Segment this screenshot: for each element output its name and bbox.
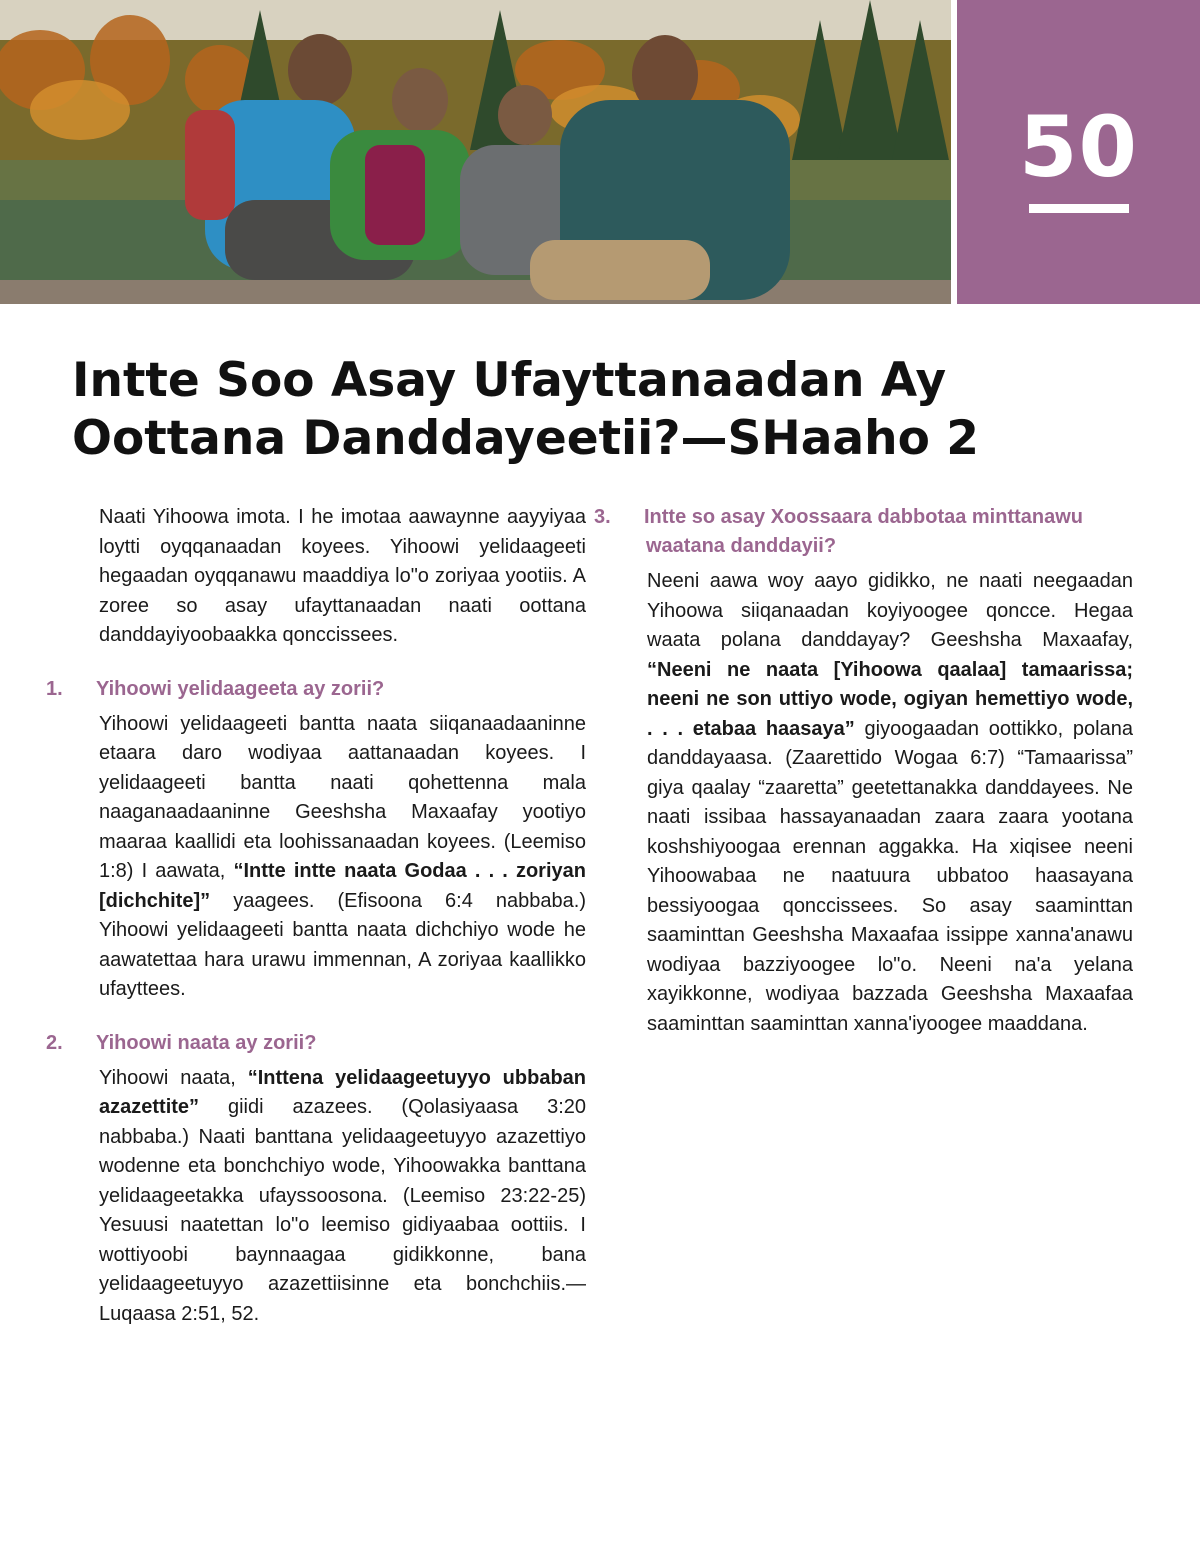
section-3-number: 3. (594, 506, 611, 528)
section-1-text-b: yaagees. (Efisoona 6:4 nabbaba.) Yihoowi yelidaageeti bantta naata dichchiyo wode he aawatettaa hara urawu immennan, A zoriyaa kaallikko ufayttees. (99, 889, 586, 1000)
section-1-paragraph (72, 710, 586, 1005)
section-2-text-b: giidi azazees. (Qolasiyaasa 3:20 nabbaba.) Naati banttana yelidaageetuyyo azazettiyo wodenne eta bonchchiyo wode, Yihoowakka banttana yelidaageetakka ufayssoosona. (Leemiso 23:22-25) Yesuusi naatettan lo"o leemiso gidiyaabaa oottiis. I wottiyoobi baynnaagaa gidikkonne, bana yelidaageetuyyo azazettiisinne eta bonchchiis.—Luqaasa 2:51, 52. (99, 1096, 586, 1325)
right-column (594, 503, 1133, 1039)
family-lake-illustration (0, 0, 951, 304)
section-1-heading (46, 675, 586, 704)
section-2-heading (46, 1029, 586, 1058)
section-2-paragraph (72, 1064, 586, 1330)
section-2-quote: “Inttena yelidaageetuyyo ubbaban azazettite” (99, 1066, 587, 1118)
section-1-text-a: Yihoowi yelidaageeti bantta naata siiqanaadaaninne etaara daro wodiyaa aattanaadan koyees. I yelidaageeti bantta naati qohettenna mala naaganaadaaninne Geeshsha Maxaafay yootiyo maaraa kaallidi eta loohissanaadan koyees. (Leemiso 1:8) I aawata, (99, 712, 586, 882)
lesson-number-underline (1029, 204, 1129, 213)
section-2-text-a: Yihoowi naata, (99, 1066, 248, 1089)
left-column (46, 503, 587, 1329)
section-3-title: Intte so asay Xoossaara dabbotaa minttanawu waatana danddayii? (644, 506, 1084, 557)
section-3-paragraph (620, 567, 1133, 1039)
header-photo (0, 0, 951, 304)
section-3-text-a: Neeni aawa woy aayo gidikko, ne naati neegaadan Yihoowa siiqanaadan koyiyoogee qoncce. Hegaa waata polana danddayay? Geeshsha Maxaafay, (647, 570, 1133, 651)
intro-paragraph: Naati Yihoowa imota. I he imotaa aawaynne aayyiyaa loytti oyqqanaadan koyees. Yihoowi yelidaageeti hegaadan oyqqanawu maaddiya lo"o zoriyaa yootiis. A zoree so asay ufayttanaadan naati oottana danddayiyoobaakka qonccissees. (99, 506, 586, 646)
lesson-number: 50 (1019, 98, 1138, 196)
page-title: Intte Soo Asay Ufayttanaadan Ay Oottana Danddayeetii?—SHaaho 2 (72, 353, 979, 466)
section-3-heading (594, 503, 1133, 561)
section-3-text-b: giyoogaadan oottikko, polana danddayaasa. (Zaarettido Wogaa 6:7) “Tamaarissa” giya qaalay “zaaretta” geetettanakka danddayees. Ne naati issibaa hassayanaadan zaara zaara yootana koshshiyoogaa erennan aggakka. Ha xiqisee neeni Yihoowabaa ne naatuura ubbatoo haasayana bessiyoogaa qonccissees. So asay saaminttan saaminttan Geeshsha Maxaafaa issippe xanna'anawu wodiyaa bazziyoogee lo"o. Neeni na'a yelana xayikkonne, wodiyaa bazzada Geeshsha Maxaafaa saaminttan saaminttan xanna'iyoogee maaddana. (647, 717, 1133, 1035)
section-2-number: 2. (46, 1031, 63, 1054)
lesson-number-box (957, 0, 1200, 304)
section-1-number: 1. (46, 677, 63, 700)
section-1-title: Yihoowi yelidaageeta ay zorii? (96, 677, 385, 700)
section-1-quote: “Intte intte naata Godaa . . . zoriyan [dichchite]” (99, 860, 586, 912)
section-3-quote: “Neeni ne naata [Yihoowa qaalaa] tamaarissa; neeni ne son uttiyo wode, ogiyan hemettiyo wode, . . . etabaa haasaya” (647, 658, 1133, 740)
section-2-title: Yihoowi naata ay zorii? (96, 1031, 317, 1054)
